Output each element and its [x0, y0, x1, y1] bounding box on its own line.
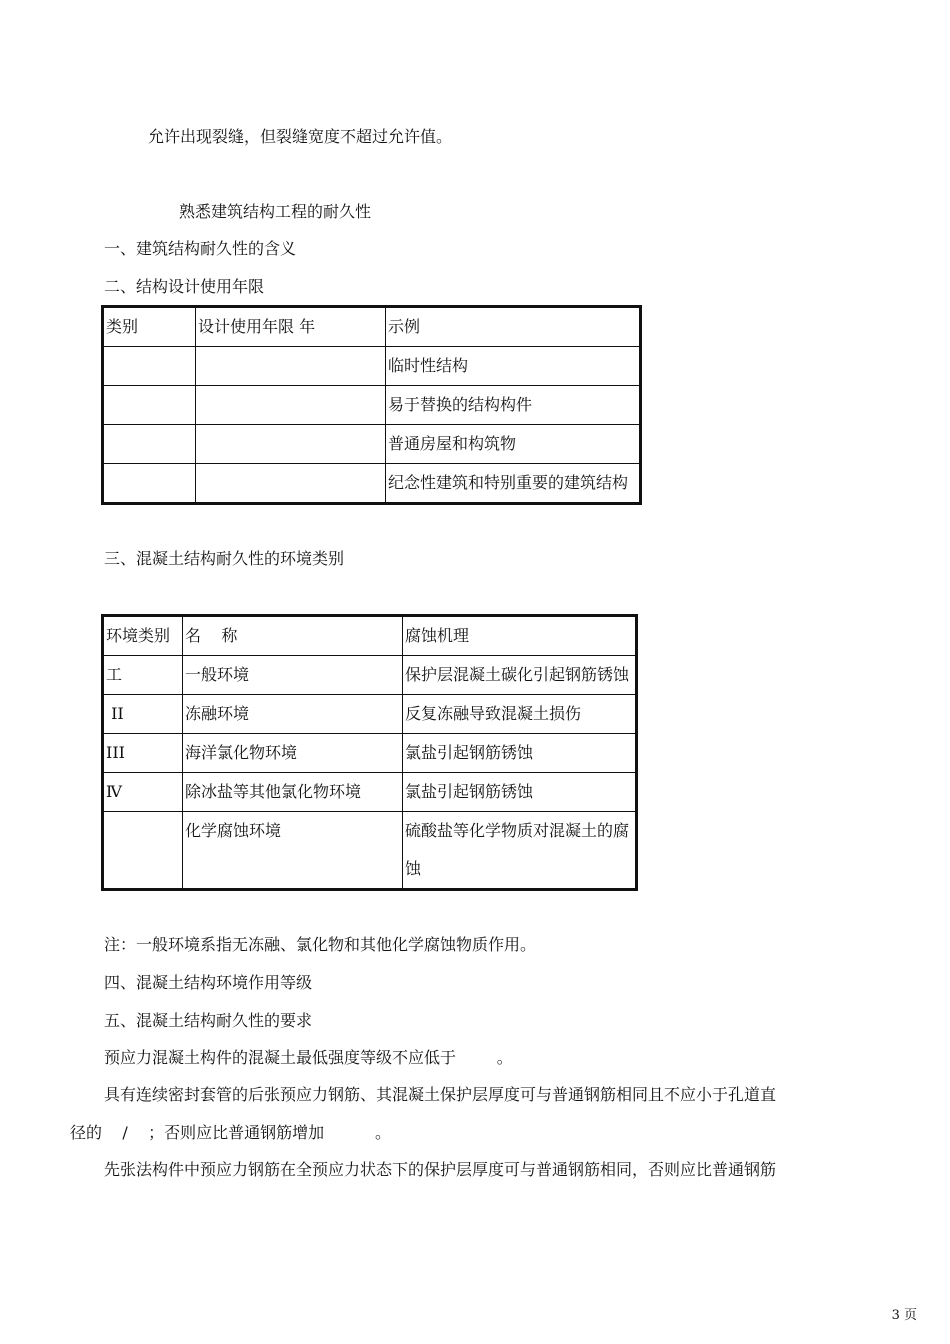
paragraph-1: 预应力混凝土构件的混凝土最低强度等级不应低于 。 [104, 1048, 513, 1067]
table-cell: 化学腐蚀环境 [183, 812, 403, 890]
table-row [103, 347, 641, 386]
service-life-table [101, 305, 642, 505]
table-row [103, 812, 637, 890]
table-cell [103, 812, 183, 890]
table-header-row [103, 616, 637, 656]
table-row [103, 695, 637, 734]
section-title: 熟悉建筑结构工程的耐久性 [179, 202, 372, 221]
table-row [103, 386, 641, 425]
paragraph-2-line-1: 具有连续密封套管的后张预应力钢筋、其混凝土保护层厚度可与普通钢筋相同且不应小于孔道直 [104, 1085, 777, 1104]
paragraph-3: 先张法构件中预应力钢筋在全预应力状态下的保护层厚度可与普通钢筋相同，否则应比普通钢筋 [104, 1160, 777, 1179]
table-cell [103, 386, 196, 425]
table-cell [196, 347, 386, 386]
table-row [103, 656, 637, 695]
heading-5: 五、混凝土结构耐久性的要求 [104, 1011, 313, 1030]
table-cell [103, 464, 196, 504]
table-header-cell: 名 称 [183, 616, 403, 656]
page-number: 3 页 [891, 1308, 917, 1323]
table-cell [196, 386, 386, 425]
table-cell: II [103, 695, 183, 734]
table-header-cell: 设计使用年限 年 [196, 307, 386, 347]
table-row [103, 425, 641, 464]
paragraph-2-line-2: 径的 / ；否则应比普通钢筋增加 。 [70, 1123, 391, 1142]
table-cell: 保护层混凝土碳化引起钢筋锈蚀 [403, 656, 637, 695]
table-row [103, 464, 641, 504]
heading-3: 三、混凝土结构耐久性的环境类别 [104, 549, 345, 568]
table-header-cell: 腐蚀机理 [403, 616, 637, 656]
table-row [103, 734, 637, 773]
table-cell [196, 425, 386, 464]
table-cell: 氯盐引起钢筋锈蚀 [403, 734, 637, 773]
table-cell: 易于替换的结构构件 [386, 386, 641, 425]
table-cell: 海洋氯化物环境 [183, 734, 403, 773]
table-cell: III [103, 734, 183, 773]
note: 注：一般环境系指无冻融、氯化物和其他化学腐蚀物质作用。 [104, 935, 537, 954]
table-cell: 氯盐引起钢筋锈蚀 [403, 773, 637, 812]
table-cell: 反复冻融导致混凝土损伤 [403, 695, 637, 734]
table-cell [196, 464, 386, 504]
table-header-cell: 示例 [386, 307, 641, 347]
top-line: 允许出现裂缝，但裂缝宽度不超过允许值。 [148, 127, 453, 146]
table-header-row [103, 307, 641, 347]
heading-4: 四、混凝土结构环境作用等级 [104, 973, 313, 992]
table-cell: Ⅳ [103, 773, 183, 812]
table-cell: 普通房屋和构筑物 [386, 425, 641, 464]
table-cell: 硫酸盐等化学物质对混凝土的腐蚀 [403, 812, 637, 890]
table-cell [103, 347, 196, 386]
heading-1: 一、建筑结构耐久性的含义 [104, 239, 297, 258]
table-cell: 临时性结构 [386, 347, 641, 386]
table-cell: 除冰盐等其他氯化物环境 [183, 773, 403, 812]
table-cell: 一般环境 [183, 656, 403, 695]
table-header-cell: 环境类别 [103, 616, 183, 656]
environment-table [101, 614, 638, 891]
table-row [103, 773, 637, 812]
table-header-cell: 类别 [103, 307, 196, 347]
table-cell: 工 [103, 656, 183, 695]
table-cell: 冻融环境 [183, 695, 403, 734]
heading-2: 二、结构设计使用年限 [104, 277, 265, 296]
table-cell [103, 425, 196, 464]
table-cell: 纪念性建筑和特别重要的建筑结构 [386, 464, 641, 504]
